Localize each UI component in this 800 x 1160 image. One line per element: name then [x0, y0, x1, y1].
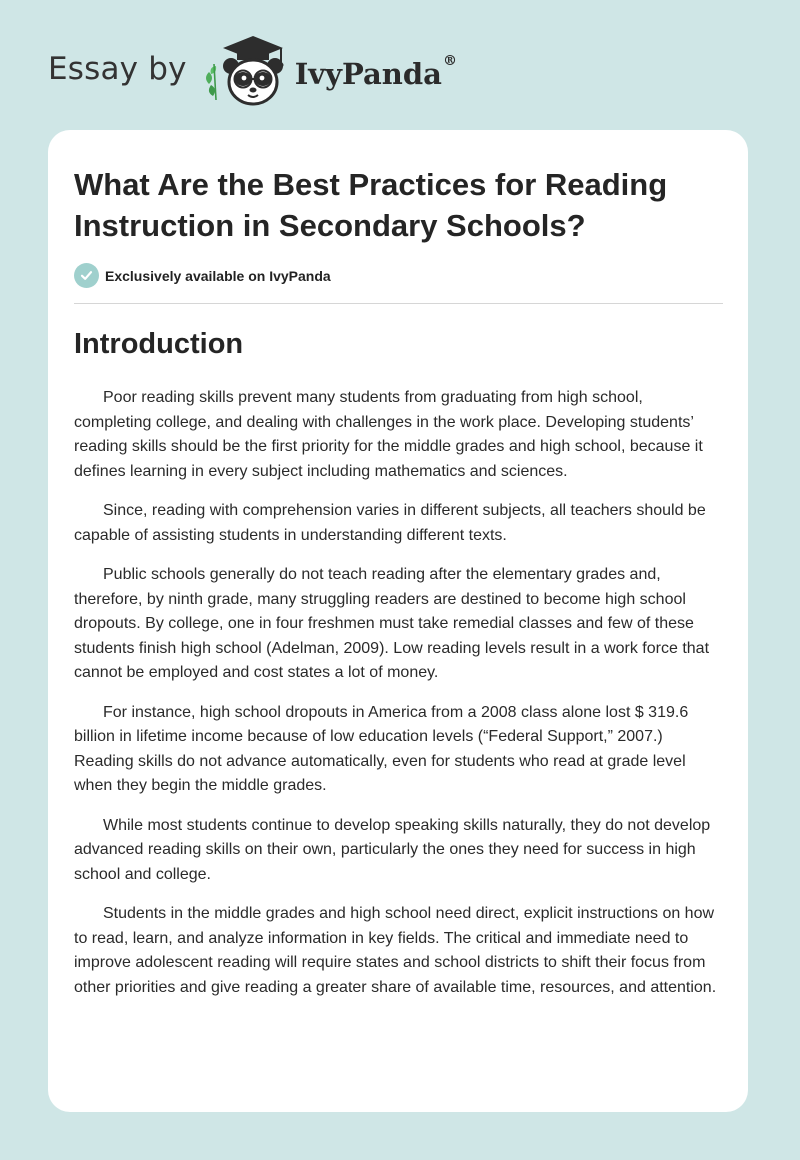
- check-circle-icon: [74, 263, 99, 288]
- essay-title: What Are the Best Practices for Reading Instruction in Secondary Schools?: [74, 167, 668, 243]
- paragraph: Public schools generally do not teach reading after the elementary grades and, therefore, by ninth grade, many struggling readers are destined to become high school dropouts. By college, one in four freshmen must take remedial classes and few of these students finish high school (Adelman, 2009). Low reading levels result in a work force that cannot be employed and cost states a lot of money.: [74, 566, 710, 681]
- panda-graduate-logo-icon[interactable]: [203, 34, 289, 110]
- essay-body: [74, 386, 724, 1015]
- paragraph: For instance, high school dropouts in America from a 2008 class alone lost $ 319.6 billion in lifetime income because of low education levels (“Federal Support,” 2007.) Reading skills do not advance automatically, even for students who read at grade level when they begin the middle grades.: [74, 703, 689, 794]
- exclusive-badge: [74, 263, 331, 288]
- site-header: [48, 34, 457, 110]
- paragraph: Students in the middle grades and high school need direct, explicit instructions on how to read, learn, and analyze information in key fields. The critical and immediate need to improve adolescent reading will require states and school districts to shift their focus from other priorities and give reading a greater share of available time, resources, and attention.: [74, 905, 717, 996]
- brand-name-text: IvyPanda: [294, 57, 442, 91]
- paragraph: Since, reading with comprehension varies in different subjects, all teachers should be capable of assisting students in understanding different texts.: [74, 502, 706, 544]
- divider: [74, 303, 723, 304]
- essay-card: [48, 130, 748, 1112]
- essay-by-label: Essay by: [48, 51, 187, 87]
- exclusive-badge-text: Exclusively available on IvyPanda: [105, 267, 331, 284]
- paragraph: While most students continue to develop speaking skills naturally, they do not develop advanced reading skills on their own, particularly the ones they need for success in high school and college.: [74, 816, 711, 883]
- registered-mark: ®: [442, 53, 457, 69]
- section-heading-introduction: Introduction: [74, 328, 244, 360]
- brand-name[interactable]: [294, 53, 457, 91]
- paragraph: Poor reading skills prevent many students from graduating from high school, completing college, and dealing with challenges in the work place. Developing students’ reading skills should be the first priority for the middle grades and high school, because it defines learning in every subject including mathematics and sciences.: [74, 389, 703, 480]
